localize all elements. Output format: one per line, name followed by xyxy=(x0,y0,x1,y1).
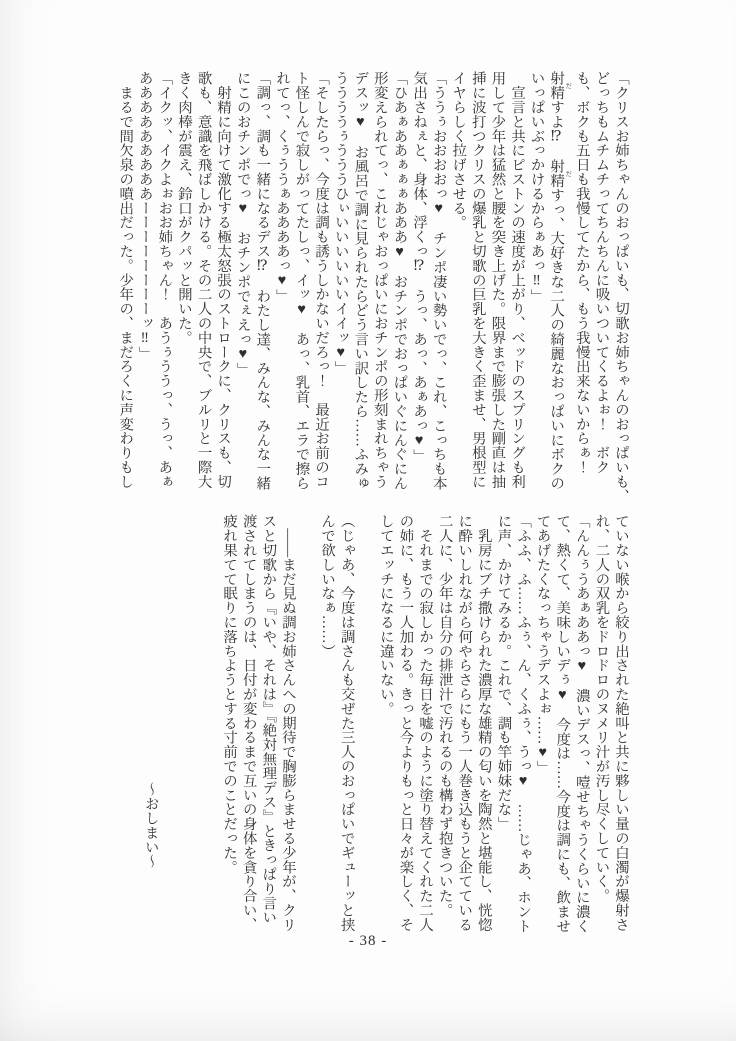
text-column: れ、二人の双乳をドロドロのヌメリ汁が汚し尽くしていく。 xyxy=(593,514,610,903)
text-column: 二人に、少年は自分の排泄汁で汚れるのも構わず抱きついた。 xyxy=(436,514,453,918)
lower-text-block xyxy=(140,514,630,950)
text-column: 「調っ、調も一緒になるデス⁉ わたし達、みんな、みんな一緒 xyxy=(254,71,271,491)
text-column: それまでの寂しかった毎日を嘘のように塗り替えてくれた二人 xyxy=(417,514,434,932)
text-column: の姉に、もう一人加わる。きっと今よりもっと日々が楽しく、そ xyxy=(397,514,414,932)
text-column: 用して少年は猛然と腰を突き上げた。限界まで膨張した剛直は抽 xyxy=(489,71,506,489)
text-column: 疲れ果てて眠りに落ちようとする寸前でのことだった。 xyxy=(221,514,238,874)
text-column: デスッ♥ お風呂で調に見られたらどう言い訳したら……ふみゅ xyxy=(352,71,369,491)
text-column: 乳房にブチ撒けられた濃厚な雄精の匂いを陶然と堪能し、恍惚 xyxy=(475,514,492,932)
text-column: れてっ、くぅううぁああああっ♥」 xyxy=(273,71,290,303)
text-column: してエッチになるに違いない。 xyxy=(377,514,394,716)
text-column: に酔いしれながら何やらさらにもう一人巻き込もうと企てている xyxy=(456,514,473,932)
text-column: どっちもムチムチってちんちんに吸いついてくるよぉ！ ボク xyxy=(593,71,610,475)
text-column: んで欲しいなぁ……） xyxy=(319,514,336,658)
text-column: まるで間欠泉の噴出だった。少年の、まだろくに声変わりもし xyxy=(117,71,134,489)
text-column: ――まだ見ぬ調お姉さんへの期待で胸膨らませる少年が、クリ xyxy=(279,514,296,932)
text-column: 「ふふ、ふ……ふぅ、ん、くふぅ、うっ♥ ……じゃあ、ホント xyxy=(515,514,532,934)
text-column: 形変えられてっ、これじゃおっぱいにおチンポの形刻まれちゃう xyxy=(371,71,388,489)
text-column: 「ううぅおおおおっ♥ チンポ凄い勢いでっ、これ、こっちも本 xyxy=(430,71,447,491)
text-column: て、熱くて、美味しいデぅ♥ 今度は……今度は調にも、飲ませ xyxy=(554,514,571,934)
text-column-blank xyxy=(297,514,317,950)
ending-mark: 〜おしまい〜 xyxy=(142,782,159,869)
upper-text-block xyxy=(115,71,630,507)
text-column: 射精に向けて激化する極太怒張のストロークに、クリスも、切 xyxy=(215,71,232,489)
text-column: ううううぅうううひぃいいいいいいイイッ♥」 xyxy=(332,71,349,375)
text-column: も、ボクも五日も我慢してたから、もう我慢出来ないからぁ！ xyxy=(573,71,590,475)
text-column: 「クリスお姉ちゃんのおっぱいも、切歌お姉ちゃんのおっぱいも、 xyxy=(613,71,629,503)
text-column: 射精 だすよ⁉ 射精 だすっ、大好きな二人の綺麗なおっぱいにボクの xyxy=(548,71,572,491)
text-column: あああああああああーーーーーーーーッ‼」 xyxy=(136,71,153,361)
text-column-blank xyxy=(199,514,219,950)
text-column: スと切歌から『いや、それは』『絶対無理デス』ときっぱり言い xyxy=(260,514,277,925)
text-column: きく肉棒が震え、鈴口がクパッと開いた。 xyxy=(175,71,192,345)
text-column: ていない喉から絞り出された絶叫と共に夥しい量の白濁が爆射さ xyxy=(613,514,629,932)
text-column-blank xyxy=(160,514,180,950)
page-number: - 38 - xyxy=(348,933,388,949)
text-column: 「イクッ、イクよぉおお姉ちゃん！ あうぅううっ、うっ、あぁ xyxy=(156,71,173,489)
text-column: 気出さねぇと、身体、浮くっ⁉ うっ、あっ、あぁあっ♥」 xyxy=(411,71,428,463)
text-column: 挿に波打つクリスの爆乳と切歌の巨乳を大きく歪ませ、男根型に xyxy=(469,71,486,489)
text-column-blank xyxy=(356,514,376,950)
text-column: いっぱいぶっかけるからぁあっ‼」 xyxy=(528,71,545,303)
text-column: にこのおチンポでっ♥ おチンポでぇえっ♥」 xyxy=(234,71,251,377)
text-column: （じゃあ、今度は調さんも交ぜた三人のおっぱいでギューッと挟 xyxy=(338,514,355,932)
text-column-blank xyxy=(179,514,199,950)
text-column: 「そしたらっ、今度は調も誘うしかないだろっ！ 最近お前のコ xyxy=(313,71,330,489)
text-column: に声、かけてみるか。これで、調も竿姉妹だな」 xyxy=(495,514,512,831)
text-column: 歌も、意識を飛ばしかける。その二人の中央で、ブルリと一際大 xyxy=(195,71,212,489)
text-column: てあげたくなっちゃうデスよぉ……♥」 xyxy=(534,514,551,775)
text-column: 宣言と共にピストンの速度が上がり、ベッドのスプリングも利 xyxy=(509,71,526,489)
text-column: ト怪しんで寂しがってたしっ、イッ♥ あっ、乳首、エラで擦ら xyxy=(293,71,310,491)
text-column: 渡されてしまうのは、日付が変わるまで互いの身体を貪り合い、 xyxy=(240,514,257,932)
text-column: 「んんぅうあぁああっ♥ 濃いデスっ、噎せちゃうくらいに濃く xyxy=(573,514,590,934)
text-column: 「ひあぁああぁぁぁあああ♥ おチンポでおっぱいぐにんぐにん xyxy=(391,71,408,491)
text-column: イヤらしく拉げさせる。 xyxy=(450,71,467,230)
